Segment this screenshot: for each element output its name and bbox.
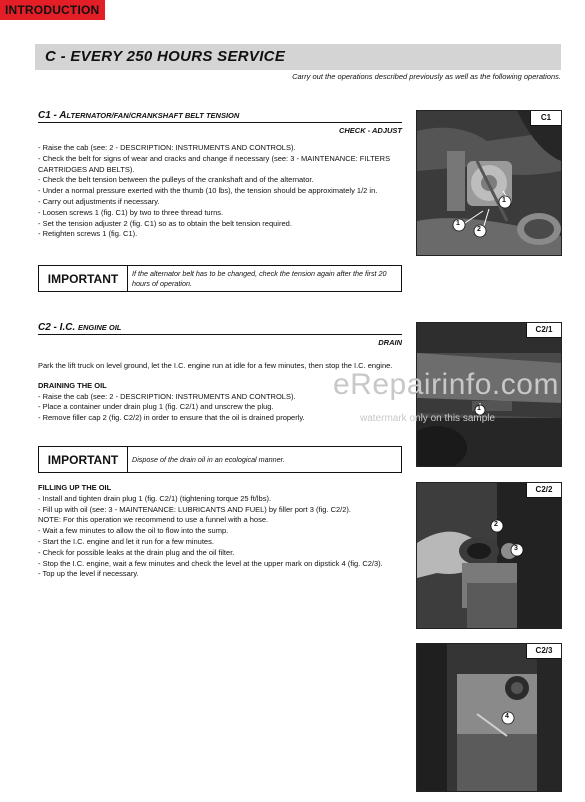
figure-c2-3-label: C2/3 bbox=[526, 644, 561, 659]
figure-c2-2-label: C2/2 bbox=[526, 483, 561, 498]
list-item: - Raise the cab (see: 2 - DESCRIPTION: INSTRUMENTS AND CONTROLS). bbox=[38, 143, 296, 152]
section-c1-title-prefix: C1 - A bbox=[38, 110, 67, 121]
list-item: - Check the belt for signs of wear and cracks and change if necessary (see: 3 - MAINTENANCE: FILTERS CARTRIDGES AND BELTS). bbox=[38, 153, 391, 174]
figure-c1-callouts bbox=[417, 111, 561, 255]
list-item: - Check the belt tension between the pulleys of the crankshaft and of the alternator. bbox=[38, 175, 314, 185]
callout-2-label: 2 bbox=[477, 226, 481, 233]
important-box-c2 bbox=[38, 446, 402, 473]
important-label: IMPORTANT bbox=[39, 447, 128, 472]
important-label: IMPORTANT bbox=[39, 266, 128, 291]
important-text: If the alternator belt has to be changed, check the tension again after the first 20 hours of operation. bbox=[132, 268, 387, 288]
section-c1-title-rest: LTERNATOR/FAN/CRANKSHAFT BELT TENSION bbox=[66, 111, 240, 120]
list-item: - Wait a few minutes to allow the oil to flow into the sump. bbox=[38, 526, 229, 536]
callout-2-label: 2 bbox=[494, 521, 498, 528]
page-subtitle: Carry out the operations described previously as well as the following operations. bbox=[292, 72, 561, 81]
list-item: - Under a normal pressure exerted with the thumb (10 lbs), the tension should be approximately 1/2 in. bbox=[38, 186, 378, 196]
filling-block bbox=[38, 483, 402, 580]
list-item: - Fill up with oil (see: 3 - MAINTENANCE: LUBRICANTS AND FUEL) by filler port 3 (fig. C2/2). bbox=[38, 504, 351, 514]
section-c1-title bbox=[38, 110, 402, 123]
section-c2-intro-text: Park the lift truck on level ground, let the I.C. engine run at idle for a few minutes, then stop the I.C. engine. bbox=[38, 361, 393, 370]
section-c1-body bbox=[38, 143, 402, 240]
list-item: - Stop the I.C. engine, wait a few minutes and check the level at the upper mark on dipstick 4 (fig. C2/3). bbox=[38, 558, 383, 568]
list-item: - Retighten screws 1 (fig. C1). bbox=[38, 229, 138, 239]
callout-1a-label: 1 bbox=[456, 220, 460, 227]
figure-c2-3-callouts bbox=[417, 644, 561, 791]
introduction-badge: INTRODUCTION bbox=[0, 0, 105, 20]
list-item: - Loosen screws 1 (fig. C1) by two to three thread turns. bbox=[38, 207, 224, 217]
important-text: Dispose of the drain oil in an ecological manner. bbox=[132, 454, 285, 464]
section-c1 bbox=[38, 110, 402, 240]
watermark-sub: watermark only on this sample bbox=[360, 413, 496, 424]
figure-c1 bbox=[416, 110, 562, 256]
list-item: NOTE: For this operation we recommend to use a funnel with a hose. bbox=[38, 515, 269, 525]
section-c2-title bbox=[38, 322, 402, 335]
filling-heading: FILLING UP THE OIL bbox=[38, 483, 112, 492]
callout-1b-label: 1 bbox=[502, 197, 506, 204]
list-item: - Carry out adjustments if necessary. bbox=[38, 196, 160, 206]
section-c2-title-rest: ENGINE OIL bbox=[78, 323, 122, 332]
figure-c2-1-label: C2/1 bbox=[526, 323, 561, 338]
list-item: - Set the tension adjuster 2 (fig. C1) so as to obtain the belt tension required. bbox=[38, 218, 292, 228]
list-item: - Start the I.C. engine and let it run for a few minutes. bbox=[38, 536, 214, 546]
figure-c2-2-callouts bbox=[417, 483, 561, 628]
page-title: C - EVERY 250 HOURS SERVICE bbox=[35, 44, 561, 70]
list-item: - Top up the level if necessary. bbox=[38, 569, 139, 579]
list-item: - Check for possible leaks at the drain plug and the oil filter. bbox=[38, 547, 235, 557]
callout-3-label: 3 bbox=[514, 545, 518, 552]
figure-c1-label: C1 bbox=[530, 111, 561, 126]
callout-1-label: 1 bbox=[477, 405, 481, 412]
draining-heading: DRAINING THE OIL bbox=[38, 380, 107, 390]
figure-c2-3 bbox=[416, 643, 562, 792]
watermark-main: eRepairinfo.com bbox=[333, 368, 559, 401]
list-item: - Install and tighten drain plug 1 (fig. C2/1) (tightening torque 25 ft/lbs). bbox=[38, 493, 272, 503]
section-c1-tag: CHECK - ADJUST bbox=[338, 126, 402, 135]
section-c2-title-prefix: C2 - I.C. bbox=[38, 322, 79, 333]
list-item: - Raise the cab (see: 2 - DESCRIPTION: INSTRUMENTS AND CONTROLS). bbox=[38, 391, 296, 401]
list-item: - Place a container under drain plug 1 (fig. C2/1) and unscrew the plug. bbox=[38, 402, 274, 412]
section-c2-tag: DRAIN bbox=[378, 338, 402, 347]
list-item: - Remove filler cap 2 (fig. C2/2) in order to ensure that the oil is drained properly. bbox=[38, 413, 305, 423]
callout-4-label: 4 bbox=[505, 713, 509, 720]
important-box-c1 bbox=[38, 265, 402, 292]
figure-c2-2 bbox=[416, 482, 562, 629]
